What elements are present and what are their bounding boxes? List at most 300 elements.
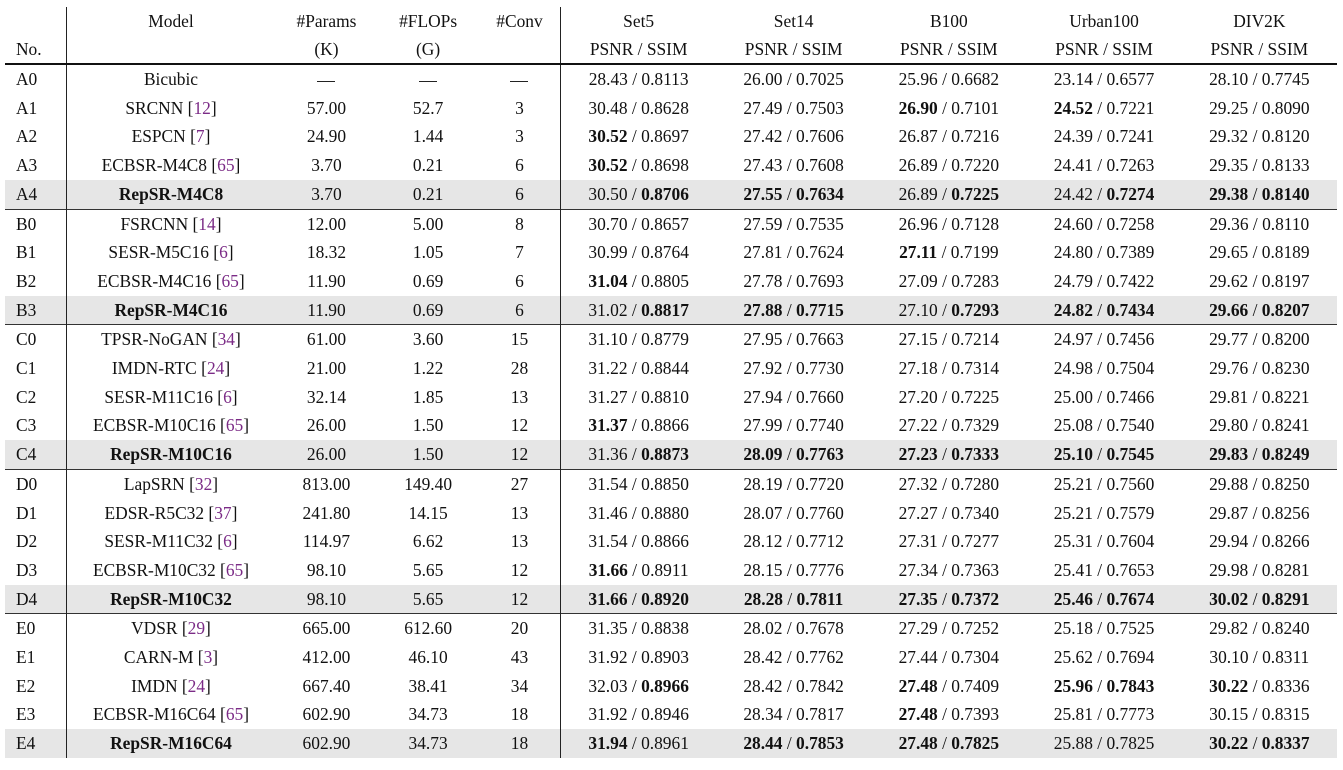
citation-link[interactable]: 65 <box>221 270 239 291</box>
metric-cell: 25.46 / 0.7674 <box>1026 585 1181 614</box>
metric-cell: 28.09 / 0.7763 <box>716 440 871 469</box>
flops-cell: 38.41 <box>408 675 448 696</box>
table-row <box>5 209 1337 238</box>
table-row <box>5 267 1337 296</box>
metric-cell: 31.54 / 0.8866 <box>561 527 716 556</box>
flops-cell: 0.69 <box>378 296 479 325</box>
header-model-sub <box>66 35 275 64</box>
citation-link[interactable]: 32 <box>194 473 213 494</box>
metric-cell: 27.88 / 0.7715 <box>716 296 871 325</box>
params-cell: 412.00 <box>302 647 351 668</box>
header-urban100: Urban100 <box>1069 11 1139 31</box>
metric-cell: 31.54 / 0.8850 <box>561 469 716 498</box>
ssim-value: 0.8240 <box>1261 618 1310 639</box>
ssim-value: 0.7340 <box>951 502 1000 523</box>
citation-link[interactable]: 24 <box>206 358 225 379</box>
metric-cell: 30.52 / 0.8698 <box>561 151 716 180</box>
model-name: FSRCNN <box>120 213 189 234</box>
table-row <box>5 585 1337 614</box>
ssim-value: 0.7853 <box>796 733 844 754</box>
psnr-value: 30.48 <box>588 97 628 118</box>
metric-cell: 31.92 / 0.8903 <box>561 643 716 672</box>
psnr-value: 25.96 <box>1053 675 1093 696</box>
conv-cell: 3 <box>515 97 524 118</box>
psnr-value: 28.09 <box>743 444 783 465</box>
psnr-value: 29.66 <box>1209 299 1249 320</box>
psnr-value: 28.43 <box>588 69 628 89</box>
flops-cell: 1.05 <box>412 242 444 263</box>
ssim-value: 0.7825 <box>1106 733 1155 754</box>
psnr-value: 29.81 <box>1209 386 1249 407</box>
metric-cell: 27.81 / 0.7624 <box>743 242 844 263</box>
ssim-value: 0.8250 <box>1261 473 1310 494</box>
conv-cell: 13 <box>510 386 529 407</box>
ssim-value: 0.8266 <box>1261 531 1310 552</box>
psnr-value: 27.59 <box>743 213 783 234</box>
citation-link[interactable]: 34 <box>217 329 235 350</box>
psnr-value: 25.08 <box>1053 415 1093 436</box>
psnr-value: 27.44 <box>898 647 938 668</box>
ssim-value: 0.7263 <box>1106 155 1155 176</box>
model-name: Bicubic <box>143 69 199 89</box>
psnr-value: 30.70 <box>588 213 628 234</box>
psnr-value: 27.11 <box>899 242 938 263</box>
ssim-value: 0.7409 <box>951 675 1000 696</box>
conv-cell: 13 <box>510 531 529 552</box>
params-cell: 665.00 <box>275 614 377 643</box>
model-cell: SESR-M11C32 [6] <box>66 527 275 556</box>
psnr-value: 29.65 <box>1209 242 1249 263</box>
ssim-value: 0.8866 <box>641 531 689 552</box>
ssim-value: 0.7504 <box>1106 358 1155 379</box>
ssim-value: 0.7693 <box>796 270 844 291</box>
metric-cell: 30.22 / 0.8336 <box>1209 675 1310 696</box>
citation-link[interactable]: 6 <box>223 386 232 407</box>
ssim-value: 0.7258 <box>1106 213 1155 234</box>
psnr-value: 29.94 <box>1209 531 1249 552</box>
psnr-value: 31.92 <box>588 704 628 725</box>
ssim-value: 0.7283 <box>951 270 1000 291</box>
flops-cell: 612.60 <box>378 614 479 643</box>
ssim-value: 0.8207 <box>1261 299 1310 320</box>
row-number: B2 <box>16 270 37 291</box>
table-row <box>5 527 1337 556</box>
metric-cell: 24.39 / 0.7241 <box>1053 126 1155 147</box>
metric-cell: 27.48 / 0.7409 <box>898 675 1000 696</box>
metric-cell: 30.48 / 0.8628 <box>561 94 716 123</box>
model-cell: FSRCNN [14] <box>66 209 275 238</box>
psnr-value: 25.81 <box>1053 704 1093 725</box>
psnr-value: 31.54 <box>588 531 628 552</box>
model-cell: LapSRN [32] <box>66 469 275 498</box>
citation-link[interactable]: 29 <box>187 618 206 639</box>
model-name: RepSR-M10C16 <box>110 444 232 465</box>
ssim-value: 0.7560 <box>1106 473 1155 494</box>
psnr-value: 28.44 <box>743 733 783 754</box>
ssim-value: 0.7241 <box>1106 126 1155 147</box>
psnr-value: 26.96 <box>898 213 938 234</box>
psnr-value: 27.15 <box>898 329 938 350</box>
metric-cell: 27.18 / 0.7314 <box>898 358 1000 379</box>
conv-cell: 8 <box>479 209 561 238</box>
flops-cell: 1.85 <box>412 386 444 407</box>
row-number: A4 <box>5 180 66 209</box>
model-cell <box>66 440 275 469</box>
conv-cell: 18 <box>479 729 561 758</box>
psnr-value: 29.77 <box>1209 329 1249 350</box>
psnr-value: 29.83 <box>1209 444 1249 465</box>
row-number: D2 <box>16 531 38 552</box>
table-row <box>5 499 1337 528</box>
row-number: C2 <box>16 386 37 407</box>
flops-cell: 1.22 <box>412 358 444 379</box>
metric-cell: 25.21 / 0.7560 <box>1026 469 1181 498</box>
citation-link[interactable]: 6 <box>219 242 228 263</box>
ssim-value: 0.6577 <box>1106 69 1155 89</box>
metric-cell: 27.95 / 0.7663 <box>716 325 871 354</box>
metric-cell: 30.02 / 0.8291 <box>1182 585 1337 614</box>
row-number: E0 <box>5 614 66 643</box>
psnr-value: 26.90 <box>898 97 938 118</box>
params-cell: 11.90 <box>275 296 377 325</box>
metric-cell: 27.10 / 0.7293 <box>871 296 1026 325</box>
metric-cell: 30.52 / 0.8697 <box>561 122 716 151</box>
flops-cell: 34.73 <box>378 729 479 758</box>
psnr-value: 24.60 <box>1053 213 1093 234</box>
model-name: EDSR-R5C32 <box>104 502 205 523</box>
ssim-value: 0.8844 <box>641 358 689 379</box>
model-name: SESR-M5C16 <box>108 242 209 263</box>
metric-cell: 27.99 / 0.7740 <box>743 415 844 436</box>
metric-cell: 27.32 / 0.7280 <box>871 469 1026 498</box>
metric-cell: 30.15 / 0.8315 <box>1209 704 1310 725</box>
row-number: E1 <box>16 647 36 668</box>
conv-cell: 6 <box>479 180 561 209</box>
metric-cell: 31.36 / 0.8873 <box>561 440 716 469</box>
ssim-value: 0.8903 <box>641 647 689 668</box>
ssim-value: 0.7434 <box>1106 299 1155 320</box>
ssim-value: 0.7372 <box>951 588 1000 609</box>
ssim-value: 0.7456 <box>1106 329 1155 350</box>
ssim-value: 0.7363 <box>951 559 1000 580</box>
metric-cell: 27.44 / 0.7304 <box>898 647 1000 668</box>
ssim-value: 0.7025 <box>796 69 844 89</box>
psnr-value: 30.22 <box>1209 675 1249 696</box>
metric-cell: 28.34 / 0.7817 <box>743 704 844 725</box>
psnr-value: 27.78 <box>743 270 783 291</box>
ssim-value: 0.8779 <box>641 329 689 350</box>
params-cell: 241.80 <box>302 502 351 523</box>
psnr-value: 30.99 <box>588 242 628 263</box>
table-row <box>5 94 1337 123</box>
psnr-value: 24.80 <box>1053 242 1093 263</box>
metric-cell: 25.62 / 0.7694 <box>1053 647 1155 668</box>
metric-cell: 27.42 / 0.7606 <box>743 126 844 147</box>
table-row <box>5 729 1337 758</box>
citation-link[interactable]: 65 <box>225 704 244 725</box>
psnr-value: 24.97 <box>1053 329 1093 350</box>
row-number: C0 <box>5 325 66 354</box>
ssim-value: 0.8873 <box>641 444 689 465</box>
ssim-value: 0.8189 <box>1261 242 1310 263</box>
table-row <box>5 180 1337 209</box>
params-cell: 11.90 <box>307 270 346 291</box>
model-cell: ESPCN [7] <box>66 122 275 151</box>
psnr-value: 24.42 <box>1053 183 1093 204</box>
header-model: Model <box>66 7 275 35</box>
params-cell: 57.00 <box>306 97 347 118</box>
model-cell: SRCNN [12] <box>66 94 275 123</box>
metric-cell: 26.87 / 0.7216 <box>898 126 1000 147</box>
row-number: D3 <box>16 559 38 580</box>
flops-cell: 149.40 <box>378 469 479 498</box>
ssim-value: 0.7660 <box>796 386 844 407</box>
psnr-value: 29.25 <box>1209 97 1249 118</box>
psnr-value: 29.87 <box>1209 502 1249 523</box>
header-conv: #Conv <box>496 11 543 31</box>
psnr-value: 25.18 <box>1053 618 1093 639</box>
citation-link[interactable]: 14 <box>198 213 216 234</box>
citation-link[interactable]: 65 <box>225 559 244 580</box>
model-name: IMDN-RTC <box>111 358 197 379</box>
params-cell: 61.00 <box>275 325 377 354</box>
psnr-value: 24.82 <box>1053 299 1093 320</box>
metric-cell: 25.88 / 0.7825 <box>1026 729 1181 758</box>
ssim-value: 0.8911 <box>641 559 689 580</box>
psnr-value: 27.43 <box>743 155 783 176</box>
metric-cell: 27.09 / 0.7283 <box>898 270 1000 291</box>
metric-cell: 27.11 / 0.7199 <box>899 242 999 263</box>
psnr-value: 25.88 <box>1053 733 1093 754</box>
ssim-value: 0.8966 <box>641 675 689 696</box>
model-name: RepSR-M4C8 <box>118 183 224 204</box>
psnr-value: 27.55 <box>743 183 783 204</box>
metric-cell: 29.94 / 0.8266 <box>1209 531 1310 552</box>
citation-link[interactable]: 24 <box>187 675 206 696</box>
metric-cell: 25.21 / 0.7579 <box>1053 502 1155 523</box>
psnr-value: 30.52 <box>588 155 628 176</box>
psnr-value: 28.34 <box>743 704 783 725</box>
metric-cell: 27.15 / 0.7214 <box>871 325 1026 354</box>
psnr-value: 30.02 <box>1209 588 1249 609</box>
metric-cell: 27.48 / 0.7393 <box>898 704 1000 725</box>
psnr-value: 26.00 <box>743 69 783 89</box>
citation-link[interactable]: 6 <box>223 531 232 552</box>
psnr-value: 31.94 <box>588 733 628 754</box>
ssim-value: 0.8133 <box>1261 155 1310 176</box>
metric-cell: 24.98 / 0.7504 <box>1053 358 1155 379</box>
ssim-value: 0.8336 <box>1261 675 1310 696</box>
ssim-value: 0.7329 <box>951 415 1000 436</box>
metric-cell: 26.96 / 0.7128 <box>871 209 1026 238</box>
citation-link[interactable]: 7 <box>195 126 205 147</box>
header-params: #Params <box>296 11 357 31</box>
metric-cell: 28.07 / 0.7760 <box>743 502 844 523</box>
metric-cell: 27.43 / 0.7608 <box>743 155 844 176</box>
ssim-value: 0.7503 <box>796 97 844 118</box>
ssim-value: 0.8090 <box>1261 97 1310 118</box>
metric-cell: 31.46 / 0.8880 <box>561 499 716 528</box>
conv-cell: 7 <box>515 242 524 263</box>
not-applicable-dash <box>510 81 528 82</box>
citation-link[interactable]: 37 <box>214 502 232 523</box>
conv-cell: 13 <box>510 502 529 523</box>
psnr-value: 30.10 <box>1209 647 1249 668</box>
ssim-value: 0.8120 <box>1261 126 1310 147</box>
header-b100: B100 <box>929 11 968 31</box>
model-cell: CARN-M [3] <box>66 643 275 672</box>
metric-cell: 25.08 / 0.7540 <box>1053 415 1155 436</box>
header-conv-sub <box>479 35 561 64</box>
ssim-value: 0.7811 <box>796 588 844 609</box>
params-cell: 667.40 <box>302 675 351 696</box>
header-div2k-metric: PSNR / SSIM <box>1182 35 1337 64</box>
table-header <box>5 7 1337 64</box>
params-cell: 24.90 <box>306 126 347 147</box>
ssim-value: 0.8110 <box>1262 213 1310 234</box>
psnr-value: 27.48 <box>898 704 938 725</box>
psnr-value: 25.96 <box>898 69 938 89</box>
model-cell <box>66 296 275 325</box>
params-cell: 602.90 <box>275 729 377 758</box>
ssim-value: 0.6682 <box>951 69 1000 89</box>
psnr-value: 29.36 <box>1209 213 1249 234</box>
ssim-value: 0.8810 <box>641 386 689 407</box>
metric-cell: 29.65 / 0.8189 <box>1209 242 1310 263</box>
psnr-value: 27.81 <box>743 242 783 263</box>
ssim-value: 0.7304 <box>951 647 1000 668</box>
psnr-value: 29.32 <box>1209 126 1249 147</box>
metric-cell: 29.62 / 0.8197 <box>1209 270 1310 291</box>
params-cell: 602.90 <box>302 704 351 725</box>
psnr-value: 25.46 <box>1053 588 1093 609</box>
ssim-value: 0.7694 <box>1106 647 1155 668</box>
psnr-value: 28.28 <box>743 588 783 609</box>
psnr-value: 27.95 <box>743 329 783 350</box>
table-row <box>5 700 1337 729</box>
metric-cell: 29.66 / 0.8207 <box>1182 296 1337 325</box>
psnr-value: 23.14 <box>1053 69 1093 89</box>
ssim-value: 0.7720 <box>796 473 844 494</box>
metric-cell: 31.22 / 0.8844 <box>561 354 716 383</box>
psnr-value: 27.94 <box>743 386 783 407</box>
flops-cell: 1.44 <box>412 126 444 147</box>
table-row <box>5 296 1337 325</box>
ssim-value: 0.7333 <box>951 444 1000 465</box>
table-row <box>5 440 1337 469</box>
metric-cell: 24.97 / 0.7456 <box>1026 325 1181 354</box>
psnr-value: 31.02 <box>588 299 628 320</box>
citation-link[interactable]: 65 <box>217 155 235 176</box>
psnr-value: 27.99 <box>743 415 783 436</box>
metric-cell: 25.31 / 0.7604 <box>1053 531 1155 552</box>
conv-cell: 12 <box>510 415 529 436</box>
model-name: ECBSR-M10C32 <box>92 559 216 580</box>
psnr-value: 26.87 <box>898 126 938 147</box>
metric-cell: 29.83 / 0.8249 <box>1182 440 1337 469</box>
psnr-value: 24.98 <box>1053 358 1093 379</box>
psnr-value: 25.62 <box>1053 647 1093 668</box>
ssim-value: 0.8838 <box>641 618 689 639</box>
metric-cell: 27.20 / 0.7225 <box>898 386 1000 407</box>
metric-cell: 28.28 / 0.7811 <box>716 585 871 614</box>
metric-cell: 31.27 / 0.8810 <box>561 383 716 412</box>
ssim-value: 0.8281 <box>1261 559 1310 580</box>
table-row <box>5 672 1337 701</box>
psnr-value: 28.10 <box>1209 69 1249 89</box>
model-cell: ECBSR-M4C16 [65] <box>66 267 275 296</box>
citation-link[interactable]: 65 <box>225 415 244 436</box>
ssim-value: 0.7393 <box>951 704 1000 725</box>
model-cell: ECBSR-M4C8 [65] <box>66 151 275 180</box>
citation-link[interactable]: 12 <box>193 97 211 118</box>
ssim-value: 0.7280 <box>951 473 1000 494</box>
ssim-value: 0.7214 <box>951 329 1000 350</box>
metric-cell: 31.92 / 0.8946 <box>561 700 716 729</box>
metric-cell: 29.35 / 0.8133 <box>1209 155 1310 176</box>
psnr-value: 28.02 <box>743 618 783 639</box>
model-name: CARN-M <box>123 647 194 668</box>
not-applicable-dash <box>419 81 437 82</box>
psnr-value: 31.37 <box>588 415 628 436</box>
psnr-value: 30.22 <box>1209 733 1249 754</box>
row-number: A3 <box>16 155 38 176</box>
ssim-value: 0.8230 <box>1261 358 1310 379</box>
metric-cell: 30.99 / 0.8764 <box>561 238 716 267</box>
model-name: RepSR-M4C16 <box>114 299 228 320</box>
psnr-value: 27.27 <box>898 502 938 523</box>
metric-cell: 30.50 / 0.8706 <box>561 180 716 209</box>
table-row <box>5 122 1337 151</box>
ssim-value: 0.7760 <box>796 502 844 523</box>
metric-cell: 27.48 / 0.7825 <box>871 729 1026 758</box>
metric-cell: 29.98 / 0.8281 <box>1209 559 1310 580</box>
conv-cell: 6 <box>515 155 524 176</box>
ssim-value: 0.7277 <box>951 531 1000 552</box>
psnr-value: 31.92 <box>588 647 628 668</box>
psnr-value: 24.52 <box>1053 97 1093 118</box>
psnr-value: 26.89 <box>898 155 938 176</box>
conv-cell: 28 <box>510 358 529 379</box>
metric-cell: 25.81 / 0.7773 <box>1053 704 1155 725</box>
metric-cell: 24.42 / 0.7274 <box>1026 180 1181 209</box>
metric-cell: 25.96 / 0.7843 <box>1053 675 1155 696</box>
params-cell: 813.00 <box>275 469 377 498</box>
psnr-value: 27.22 <box>898 415 938 436</box>
metric-cell: 32.03 / 0.8966 <box>561 672 716 701</box>
psnr-value: 29.82 <box>1209 618 1249 639</box>
ssim-value: 0.8291 <box>1261 588 1310 609</box>
metric-cell: 29.76 / 0.8230 <box>1209 358 1310 379</box>
metric-cell: 30.70 / 0.8657 <box>561 209 716 238</box>
row-number: C4 <box>5 440 66 469</box>
psnr-value: 27.42 <box>743 126 783 147</box>
ssim-value: 0.8961 <box>641 733 689 754</box>
model-name: LapSRN <box>123 473 185 494</box>
flops-cell: 0.21 <box>378 180 479 209</box>
metric-cell: 29.81 / 0.8221 <box>1209 386 1310 407</box>
params-cell: 21.00 <box>306 358 347 379</box>
citation-link[interactable]: 3 <box>203 647 213 668</box>
metric-cell: 31.94 / 0.8961 <box>561 729 716 758</box>
metric-cell: 31.35 / 0.8838 <box>561 614 716 643</box>
ssim-value: 0.7762 <box>796 647 844 668</box>
metric-cell: 27.49 / 0.7503 <box>743 97 844 118</box>
psnr-value: 26.89 <box>898 183 938 204</box>
flops-cell: 1.50 <box>412 415 444 436</box>
ssim-value: 0.7740 <box>796 415 844 436</box>
header-div2k: DIV2K <box>1233 11 1286 31</box>
